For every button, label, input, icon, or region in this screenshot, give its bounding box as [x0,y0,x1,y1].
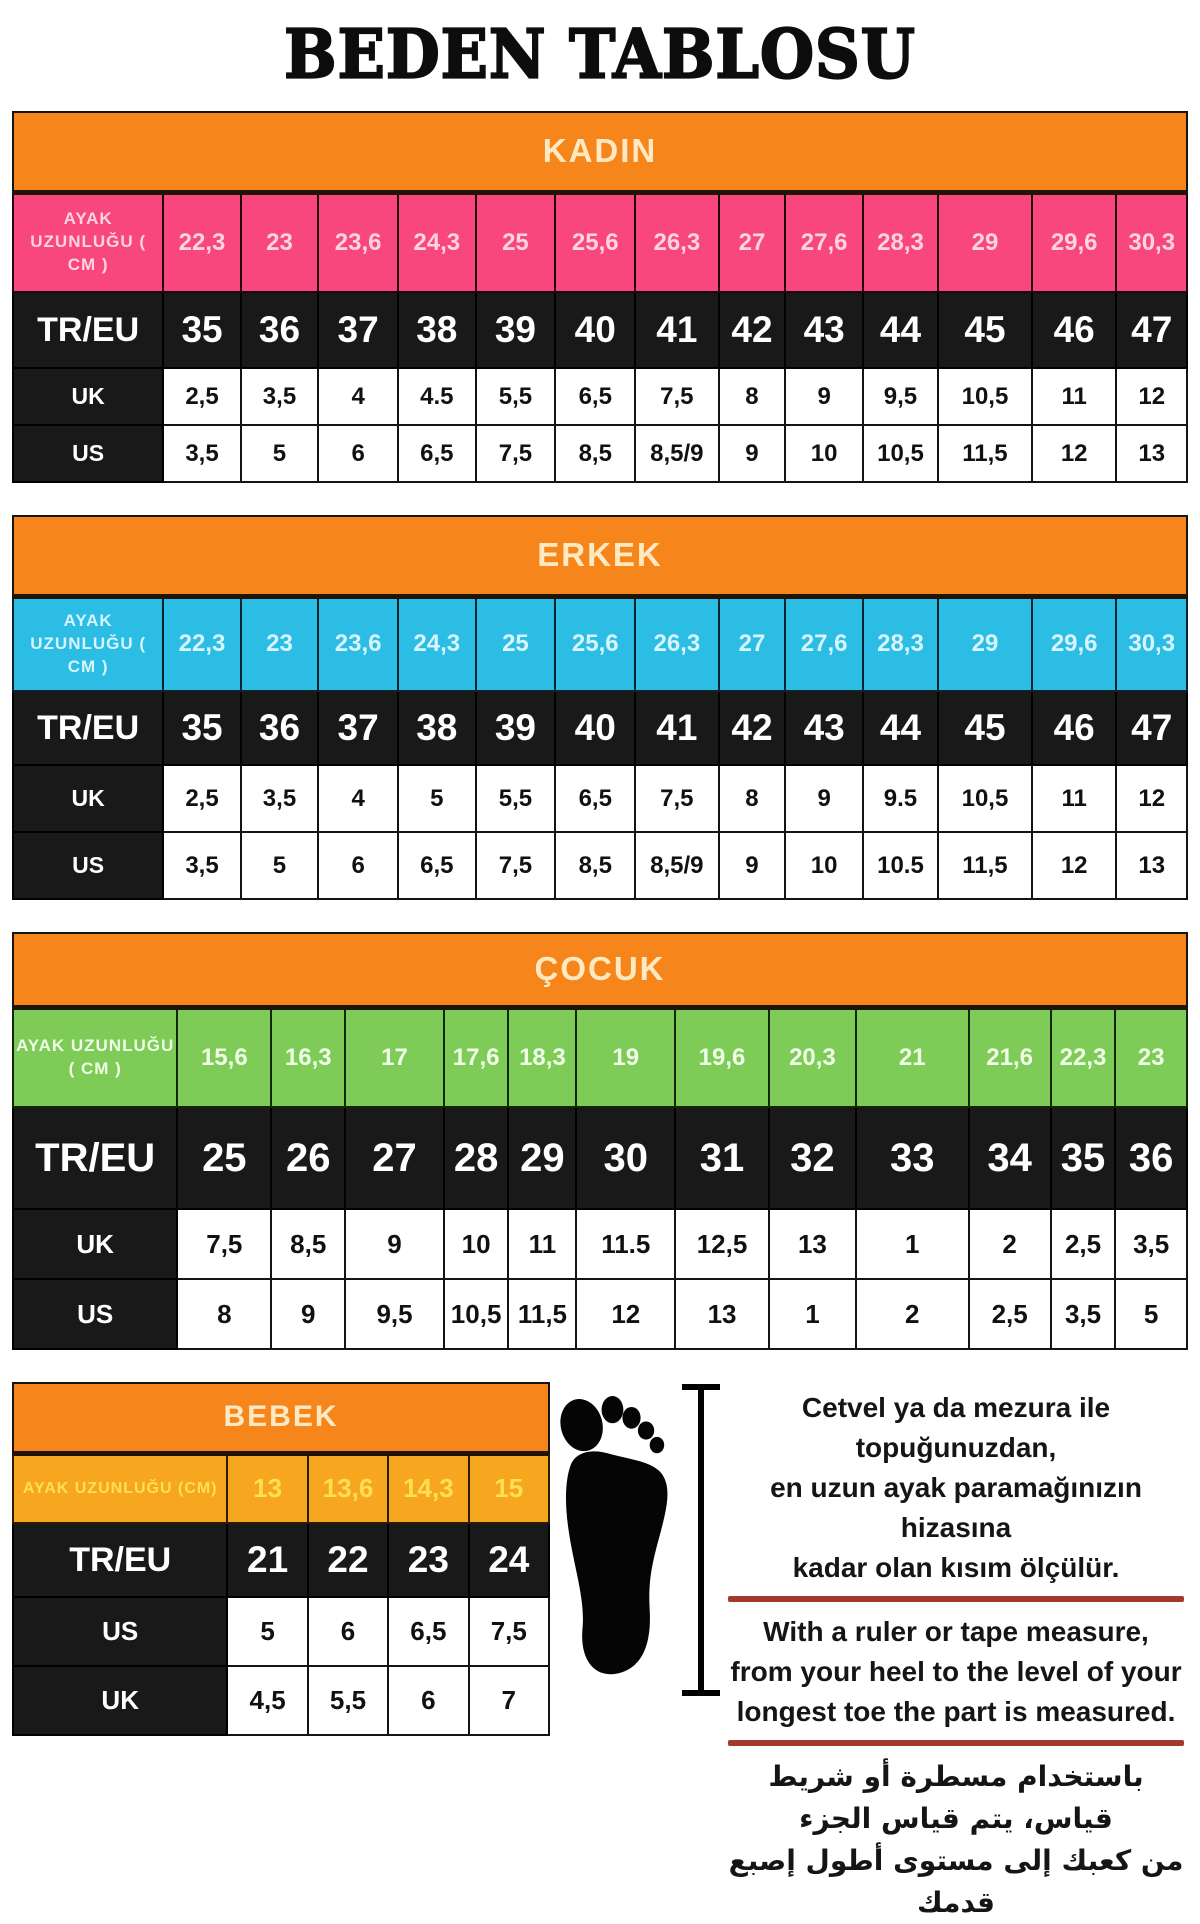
foot-length-label: AYAK UZUNLUĞU ( CM ) [13,596,163,691]
size-cell: 30 [576,1107,675,1209]
size-cell: 11 [1032,765,1117,832]
cm-value-cell: 24,3 [398,596,475,691]
cm-value-cell: 17,6 [444,1007,509,1107]
cm-value-cell: 15,6 [177,1007,271,1107]
size-cell: 10 [785,832,862,899]
size-cell: 5,5 [476,765,556,832]
size-cell: 10,5 [444,1279,509,1349]
size-cell: 40 [555,292,635,368]
cm-value-cell: 30,3 [1116,596,1187,691]
size-cell: 7,5 [476,832,556,899]
size-cell: 9 [719,425,786,482]
cm-value-cell: 28,3 [863,596,938,691]
instruction-line-en: longest toe the part is measured. [736,1696,1176,1727]
size-cell: 35 [1051,1107,1116,1209]
size-cell: 13 [675,1279,769,1349]
size-cell: 46 [1032,691,1117,765]
size-cell: 32 [769,1107,856,1209]
size-cell: 6 [388,1666,468,1735]
size-cell: 33 [856,1107,969,1209]
cocuk-section-header: ÇOCUK [13,933,1187,1007]
foot-measurement-graphic [558,1382,720,1704]
kadin-section-header: KADIN [13,112,1187,192]
size-cell: 4 [318,368,398,425]
size-cell: 9.5 [863,765,938,832]
size-cell: 10,5 [938,765,1032,832]
cm-value-cell: 27 [719,596,786,691]
size-cell: 8 [719,765,786,832]
size-cell: 8,5 [555,832,635,899]
size-cell: 11.5 [576,1209,675,1279]
size-cell: 1 [769,1279,856,1349]
size-cell: 5 [398,765,475,832]
size-cell: 6,5 [388,1597,468,1666]
size-cell: 5 [241,425,318,482]
cm-value-cell: 26,3 [635,192,718,292]
size-cell: 41 [635,691,718,765]
instruction-line-ar: من كعبك إلى مستوى أطول إصبع قدمك [728,1844,1184,1919]
cm-value-cell: 25,6 [555,192,635,292]
size-cell: 36 [1115,1107,1187,1209]
size-cell: 34 [969,1107,1051,1209]
cm-value-cell: 21,6 [969,1007,1051,1107]
size-cell: 3,5 [241,765,318,832]
size-cell: 6 [318,832,398,899]
instruction-line-en: With a ruler or tape measure, [763,1616,1149,1647]
cm-value-cell: 25,6 [555,596,635,691]
erkek-section-header: ERKEK [13,516,1187,596]
size-cell: 10.5 [863,832,938,899]
size-cell: 2,5 [163,765,240,832]
size-cell: 6 [308,1597,388,1666]
measurement-line-icon [682,1384,720,1696]
size-cell: 6,5 [555,765,635,832]
cm-value-cell: 29 [938,596,1032,691]
row-label-uk: UK [13,1666,227,1735]
cocuk-size-grid [12,932,1188,1350]
cm-value-cell: 23 [241,192,318,292]
cm-value-cell: 23 [1115,1007,1187,1107]
instruction-line-tr: en uzun ayak paramağınızın hizasına [770,1472,1142,1543]
page-title: BEDEN TABLOSU [284,15,916,94]
size-cell: 12 [1032,832,1117,899]
size-cell: 12 [576,1279,675,1349]
instruction-line-tr: Cetvel ya da mezura ile topuğunuzdan, [801,1392,1111,1463]
cm-value-cell: 30,3 [1116,192,1187,292]
size-cell: 5 [241,832,318,899]
instruction-line-tr: kadar olan kısım ölçülür. [792,1552,1120,1583]
size-cell: 3,5 [163,832,240,899]
size-cell: 43 [785,691,862,765]
size-cell: 27 [345,1107,444,1209]
size-cell: 4 [318,765,398,832]
red-divider [728,1596,1184,1602]
size-cell: 42 [719,292,786,368]
row-label-uk: UK [13,368,163,425]
table-men [12,515,1188,900]
size-cell: 3,5 [1115,1209,1187,1279]
erkek-size-grid [12,515,1188,900]
row-label-tr-eu: TR/EU [13,691,163,765]
size-cell: 9,5 [345,1279,444,1349]
size-cell: 35 [163,691,240,765]
cm-value-cell: 13,6 [308,1453,388,1523]
size-cell: 9,5 [863,368,938,425]
size-cell: 8 [719,368,786,425]
cm-value-cell: 27 [719,192,786,292]
size-cell: 36 [241,691,318,765]
size-cell: 46 [1032,292,1117,368]
size-cell: 10,5 [863,425,938,482]
size-cell: 12,5 [675,1209,769,1279]
size-cell: 11,5 [938,425,1032,482]
size-cell: 22 [308,1523,388,1597]
foot-length-label: AYAK UZUNLUĞU ( CM ) [13,1007,177,1107]
size-cell: 11,5 [938,832,1032,899]
size-cell: 28 [444,1107,509,1209]
foot-length-label: AYAK UZUNLUĞU (CM) [13,1453,227,1523]
size-cell: 38 [398,691,475,765]
kadin-size-grid [12,111,1188,483]
size-cell: 7,5 [469,1597,549,1666]
size-cell: 7,5 [635,368,718,425]
size-cell: 42 [719,691,786,765]
size-cell: 45 [938,691,1032,765]
row-label-us: US [13,425,163,482]
size-cell: 26 [271,1107,345,1209]
size-cell: 1 [856,1209,969,1279]
size-cell: 9 [785,368,862,425]
size-cell: 3,5 [241,368,318,425]
size-cell: 4,5 [227,1666,307,1735]
bebek-size-grid [12,1382,550,1736]
size-cell: 5 [1115,1279,1187,1349]
size-cell: 41 [635,292,718,368]
size-cell: 2 [856,1279,969,1349]
cm-value-cell: 22,3 [1051,1007,1116,1107]
size-cell: 6 [318,425,398,482]
size-cell: 2,5 [163,368,240,425]
size-cell: 5,5 [476,368,556,425]
cm-value-cell: 27,6 [785,596,862,691]
measurement-instructions [720,1382,1188,1924]
size-cell: 2 [969,1209,1051,1279]
red-divider [728,1740,1184,1746]
size-cell: 40 [555,691,635,765]
size-cell: 45 [938,292,1032,368]
size-cell: 8,5/9 [635,832,718,899]
size-cell: 24 [469,1523,549,1597]
cm-value-cell: 29,6 [1032,192,1117,292]
size-cell: 37 [318,691,398,765]
size-cell: 9 [345,1209,444,1279]
cm-value-cell: 29,6 [1032,596,1117,691]
row-label-uk: UK [13,765,163,832]
size-cell: 13 [1116,832,1187,899]
size-cell: 4.5 [398,368,475,425]
size-cell: 7,5 [177,1209,271,1279]
cm-value-cell: 16,3 [271,1007,345,1107]
row-label-tr-eu: TR/EU [13,1107,177,1209]
bebek-section-header: BEBEK [13,1383,549,1453]
size-cell: 11,5 [508,1279,576,1349]
size-cell: 5 [227,1597,307,1666]
size-cell: 12 [1116,368,1187,425]
row-label-us: US [13,1279,177,1349]
cm-value-cell: 20,3 [769,1007,856,1107]
foot-length-label: AYAK UZUNLUĞU ( CM ) [13,192,163,292]
size-cell: 6,5 [555,368,635,425]
size-cell: 9 [271,1279,345,1349]
cm-value-cell: 28,3 [863,192,938,292]
size-cell: 8 [177,1279,271,1349]
cm-value-cell: 14,3 [388,1453,468,1523]
size-cell: 7,5 [476,425,556,482]
size-cell: 36 [241,292,318,368]
size-cell: 25 [177,1107,271,1209]
size-cell: 29 [508,1107,576,1209]
size-cell: 7 [469,1666,549,1735]
size-cell: 44 [863,691,938,765]
cm-value-cell: 24,3 [398,192,475,292]
instruction-line-ar: باستخدام مسطرة أو شريط قياس، يتم قياس الجزء [768,1760,1144,1835]
cm-value-cell: 15 [469,1453,549,1523]
row-label-us: US [13,832,163,899]
cm-value-cell: 17 [345,1007,444,1107]
size-cell: 10 [785,425,862,482]
size-cell: 12 [1116,765,1187,832]
cm-value-cell: 22,3 [163,596,240,691]
size-cell: 9 [719,832,786,899]
cm-value-cell: 19,6 [675,1007,769,1107]
cm-value-cell: 18,3 [508,1007,576,1107]
cm-value-cell: 21 [856,1007,969,1107]
size-cell: 6,5 [398,832,475,899]
foot-silhouette-icon [558,1384,676,1704]
size-cell: 11 [508,1209,576,1279]
cm-value-cell: 26,3 [635,596,718,691]
table-children [12,932,1188,1350]
size-cell: 38 [398,292,475,368]
size-cell: 3,5 [1051,1279,1116,1349]
cm-value-cell: 23,6 [318,596,398,691]
size-cell: 8,5/9 [635,425,718,482]
cm-value-cell: 27,6 [785,192,862,292]
size-cell: 39 [476,292,556,368]
cm-value-cell: 25 [476,596,556,691]
cm-value-cell: 13 [227,1453,307,1523]
size-cell: 23 [388,1523,468,1597]
table-baby [12,1382,550,1736]
size-cell: 35 [163,292,240,368]
size-cell: 8,5 [271,1209,345,1279]
size-cell: 31 [675,1107,769,1209]
row-label-tr-eu: TR/EU [13,292,163,368]
size-cell: 10,5 [938,368,1032,425]
row-label-uk: UK [13,1209,177,1279]
size-cell: 39 [476,691,556,765]
size-cell: 10 [444,1209,509,1279]
size-cell: 43 [785,292,862,368]
size-cell: 44 [863,292,938,368]
size-cell: 2,5 [1051,1209,1116,1279]
instruction-line-en: from your heel to the level of your [730,1656,1182,1687]
bottom-section [12,1382,1188,1924]
table-women [12,111,1188,483]
size-cell: 13 [1116,425,1187,482]
row-label-us: US [13,1597,227,1666]
size-cell: 12 [1032,425,1117,482]
row-label-tr-eu: TR/EU [13,1523,227,1597]
size-cell: 13 [769,1209,856,1279]
size-cell: 6,5 [398,425,475,482]
size-cell: 37 [318,292,398,368]
cm-value-cell: 19 [576,1007,675,1107]
size-cell: 7,5 [635,765,718,832]
size-cell: 5,5 [308,1666,388,1735]
cm-value-cell: 29 [938,192,1032,292]
cm-value-cell: 22,3 [163,192,240,292]
size-cell: 2,5 [969,1279,1051,1349]
size-cell: 11 [1032,368,1117,425]
cm-value-cell: 25 [476,192,556,292]
size-cell: 3,5 [163,425,240,482]
cm-value-cell: 23,6 [318,192,398,292]
size-cell: 47 [1116,292,1187,368]
size-cell: 9 [785,765,862,832]
cm-value-cell: 23 [241,596,318,691]
size-cell: 8,5 [555,425,635,482]
size-cell: 47 [1116,691,1187,765]
size-cell: 21 [227,1523,307,1597]
